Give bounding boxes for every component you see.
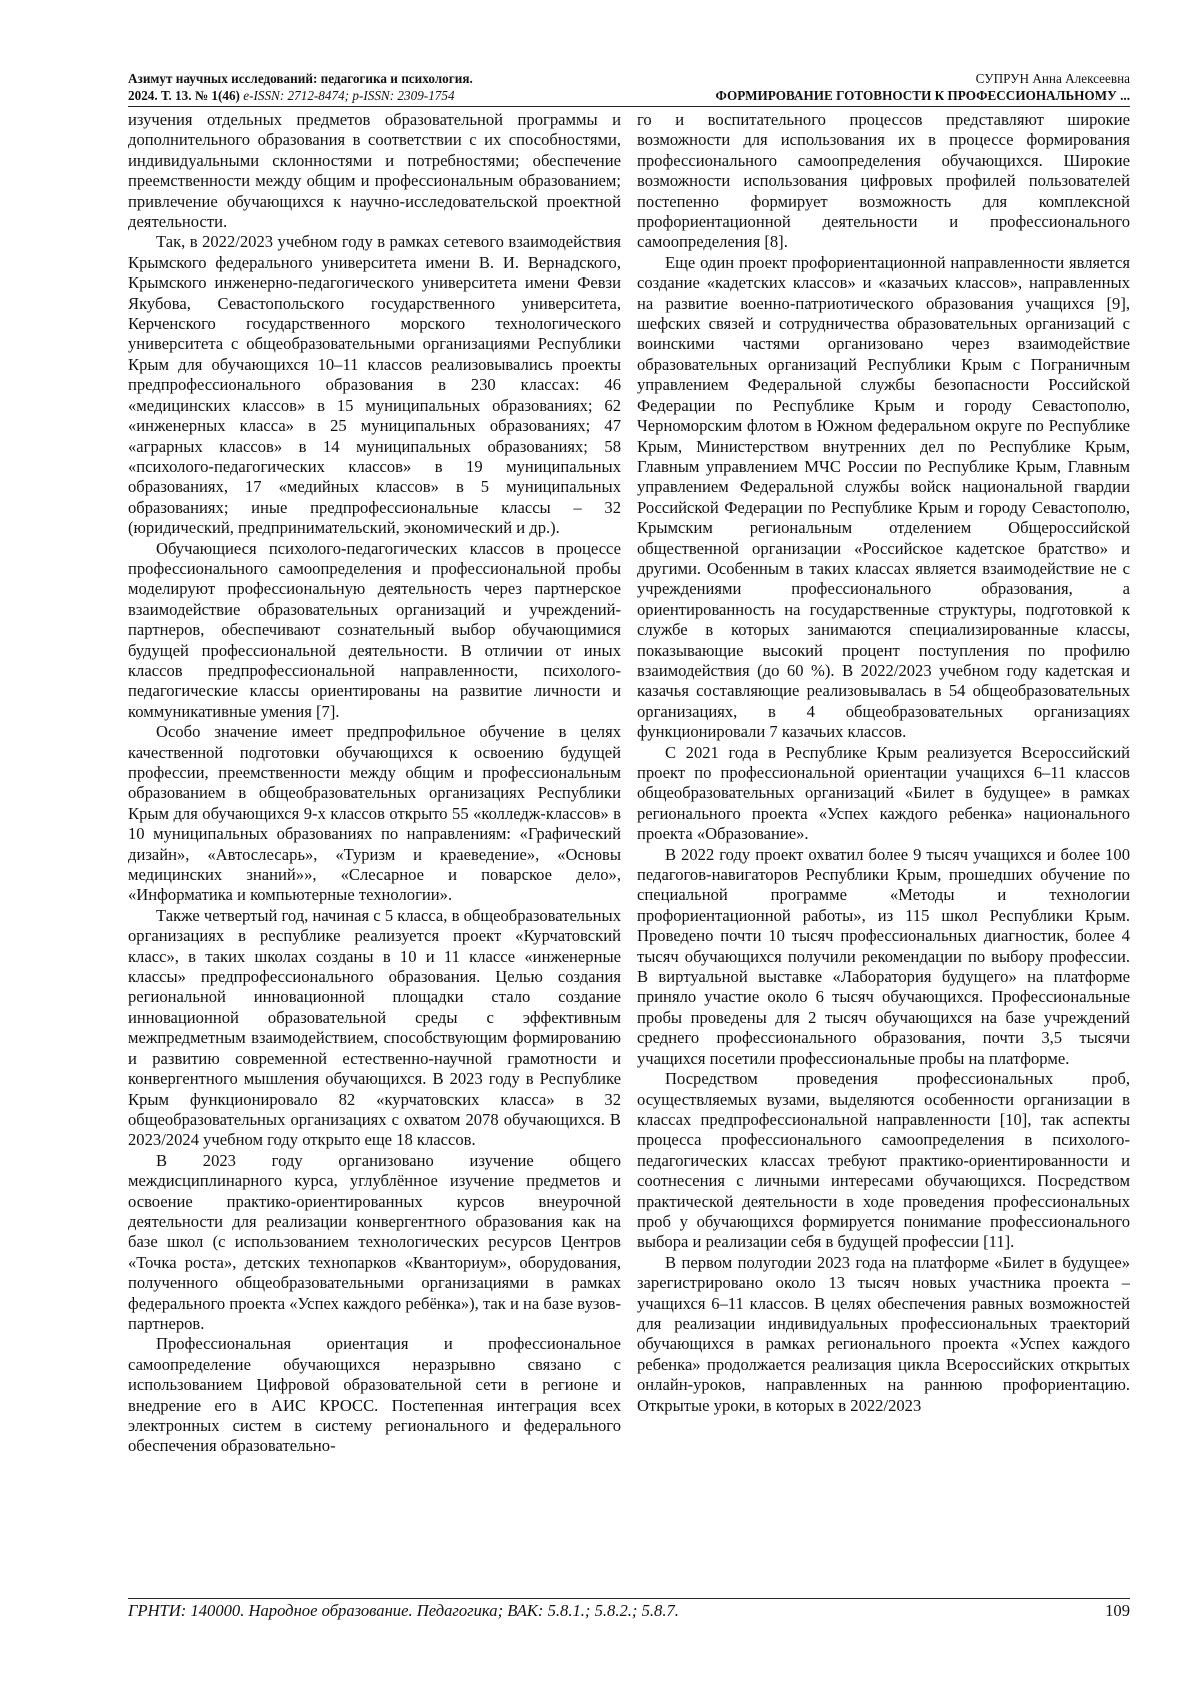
journal-volume: 2024. Т. 13. № 1(46) (128, 88, 240, 103)
paragraph: Профессиональная ориентация и профессиональное самоопределение обучающихся неразрывно связано с использованием Цифровой образовательной сети в регионе и внедрение его в АИС КРОСС. Постепенная интеграция всех электронных систем в систему регионального и федерального обеспечения образовательно- (128, 1334, 621, 1456)
footer-rule (128, 1598, 1130, 1599)
left-column (128, 110, 621, 1598)
paragraph: Посредством проведения профессиональных проб, осуществляемых вузами, выделяются особенности организации в классах предпрофессиональной направленности [10], так аспекты процесса профессионального самоопределения в психолого-педагогических классах требуют практико-ориентированности и соотнесения с личными интересами обучающихся. Посредством практической деятельности в ходе проведения профессиональных проб у обучающихся формируется понимание профессионального выбора и реализации себя в будущей профессии [11]. (637, 1069, 1130, 1252)
body-columns (128, 110, 1130, 1598)
paragraph: Еще один проект профориентационной направленности является создание «кадетских классов» и «казачьих классов», направленных на развитие военно-патриотического образования учащихся [9], шефских связей и сотрудничества образовательных организаций с воинскими частями организовано через взаимодействие образовательных организаций Республики Крым с Пограничным управлением Федеральной службы безопасности Российской Федерации по Республике Крым и городу Севастополю, Черноморским флотом в Южном федеральном округе по Республике Крым, Министерством внутренних дел по Республике Крым, Главным управлением МЧС России по Республике Крым, Главным управлением Федеральной службы войск национальной гвардии Российской Федерации по Республике Крым и городу Севастополю, Крымским региональным отделением Общероссийской общественной организации «Российское кадетское братство» и другими. Особенным в таких классах является взаимодействие не с учреждениями профессионального образования, а ориентированность на государственные структуры, подготовкой к службе в которых занимаются специализированные классы, показывающие высокий процент поступления по профилю взаимодействия (до 60 %). В 2022/2023 учебном году кадетская и казачья составляющие реализовывалась в 54 общеобразовательных организациях, в 4 общеобразовательных организациях функционировали 7 казачьих классов. (637, 252, 1130, 742)
paragraph: В 2022 году проект охватил более 9 тысяч учащихся и более 100 педагогов-навигаторов Республики Крым, прошедших обучение по специальной программе «Методы и технологии профориентационной работы», из 115 школ Республики Крым. Проведено почти 10 тысяч профессиональных диагностик, более 4 тысяч обучающихся получили рекомендации по выбору профессии. В виртуальной выставке «Лаборатория будущего» на платформе приняло участие около 6 тысяч обучающихся. Профессиональные пробы проведены для 2 тысяч обучающихся на базе учреждений среднего профессионального образования, почти 3,5 тысячи учащихся посетили профессиональные пробы на платформе. (637, 844, 1130, 1068)
paragraph: Особо значение имеет предпрофильное обучение в целях качественной подготовки обучающихся к освоению будущей профессии, преемственности между общим и профессиональным образованием в общеобразовательных организациях Республики Крым для обучающихся 9-х классов открыто 55 «колледж-классов» в 10 муниципальных образованиях по направлениям: «Графический дизайн», «Автослесарь», «Туризм и краеведение», «Основы медицинских знаний»», «Слесарное и поварское дело», «Информатика и компьютерные технологии». (128, 722, 621, 905)
right-column (637, 110, 1130, 1598)
header-rule (128, 106, 1130, 107)
article-info (716, 70, 1130, 104)
journal-issn: e-ISSN: 2712-8474; p-ISSN: 2309-1754 (239, 88, 455, 103)
paragraph: Также четвертый год, начиная с 5 класса, в общеобразовательных организациях в республике реализуется проект «Курчатовский класс», в таких школах созданы в 10 и 11 классе «инженерные классы» предпрофессионального образования. Целью создания региональной инновационной площадки стало создание инновационной образовательной среды с эффективным межпредметным взаимодействием, способствующим формированию и развитию современной естественно-научной грамотности и конвергентного мышления обучающихся. В 2023 году в Республике Крым функционировало 82 «курчатовских класса» в 32 общеобразовательных организациях с охватом 2078 обучающихся. В 2023/2024 учебном году открыто еще 18 классов. (128, 905, 621, 1150)
paragraph: Так, в 2022/2023 учебном году в рамках сетевого взаимодействия Крымского федерального университета имени В. И. Вернадского, Крымского инженерно-педагогического университета имени Февзи Якубова, Севастопольского государственного университета, Керченского государственного морского технологического университета с общеобразовательными организациями Республики Крым для обучающихся 10–11 классов реализовывались проекты предпрофессионального образования в 230 классах: 46 «медицинских классов» в 15 муниципальных образованиях; 62 «инженерных класса» в 25 муниципальных образованиях; 47 «аграрных классов» в 14 муниципальных образованиях; 58 «психолого-педагогических классов» в 19 муниципальных образованиях, 17 «медийных классов» в 5 муниципальных образованиях; иные предпрофессиональные классы – 32 (юридический, предпринимательский, экономический и др.). (128, 232, 621, 538)
classification-codes: ГРНТИ: 140000. Народное образование. Педагогика; ВАК: 5.8.1.; 5.8.2.; 5.8.7. (128, 1601, 679, 1620)
paragraph: го и воспитательного процессов представляют широкие возможности для использования их в процессе формирования профессионального самоопределения обучающихся. Широкие возможности использования цифровых профилей пользователей постепенно формирует возможность для комплексной профориентационной деятельности и профессионального самоопределения [8]. (637, 110, 1130, 252)
paragraph: В 2023 году организовано изучение общего междисциплинарного курса, углублённое изучение предметов и освоение практико-ориентированных курсов внеурочной деятельности для реализации конвергентного образования как на базе школ (с использованием технологических ресурсов Центров «Точка роста», детских технопарков «Кванториум», оборудования, полученного общеобразовательными организациями в рамках федерального проекта «Успех каждого ребёнка»), так и на базе вузов-партнеров. (128, 1150, 621, 1333)
running-header (128, 70, 1130, 106)
paragraph: Обучающиеся психолого-педагогических классов в процессе профессионального самоопределения и профессиональной пробы моделируют профессиональную деятельность через партнерское взаимодействие образовательных организаций и учреждений-партнеров, обеспечивают сознательный выбор обучающимися будущей профессиональной деятельности. В отличии от иных классов предпрофессиональной направленности, психолого-педагогические классы ориентированы на развитие личности и коммуникативные умения [7]. (128, 538, 621, 721)
paragraph: изучения отдельных предметов образовательной программы и дополнительного образования в соответствии с их способностями, индивидуальными склонностями и потребностями; обеспечение преемственности между общим и профессиональным образованием; привлечение обучающихся к научно-исследовательской проектной деятельности. (128, 110, 621, 232)
journal-title: Азимут научных исследований: педагогика и психология. (128, 71, 473, 86)
paragraph: С 2021 года в Республике Крым реализуется Всероссийский проект по профессиональной ориентации учащихся 6–11 классов общеобразовательных организаций «Билет в будущее» в рамках регионального проекта «Успех каждого ребенка» национального проекта «Образование». (637, 742, 1130, 844)
paragraph: В первом полугодии 2023 года на платформе «Билет в будущее» зарегистрировано около 13 тысяч новых участника проекта – учащихся 6–11 классов. В целях обеспечения равных возможностей для реализации индивидуальных профессиональных траекторий обучающихся в рамках регионального проекта «Успех каждого ребенка» продолжается реализация цикла Всероссийских открытых онлайн-уроков, направленных на раннюю профориентацию. Открытые уроки, в которых в 2022/2023 (637, 1252, 1130, 1415)
page-number: 109 (1105, 1601, 1130, 1620)
journal-info (128, 70, 473, 104)
author-name: СУПРУН Анна Алексеевна (975, 71, 1130, 86)
article-title: ФОРМИРОВАНИЕ ГОТОВНОСТИ К ПРОФЕССИОНАЛЬНОМУ ... (715, 88, 1130, 103)
running-footer (128, 1601, 1130, 1621)
